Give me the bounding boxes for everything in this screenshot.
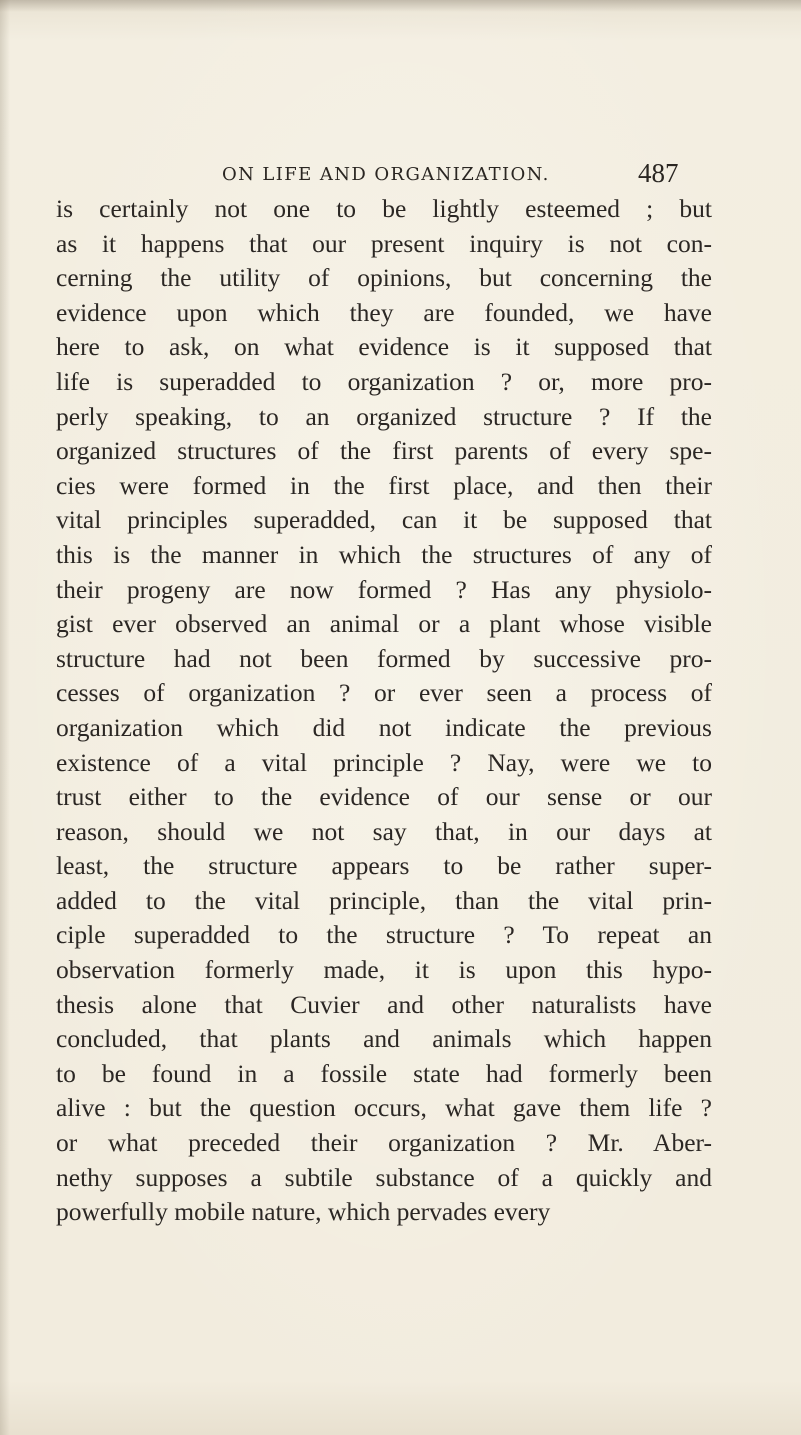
text-line: nethy supposes a subtile substance of a quickly and <box>56 1162 712 1192</box>
text-line: to be found in a fossile state had formerly been <box>56 1058 712 1088</box>
text-line: ciple superadded to the structure ? To repeat an <box>56 920 712 950</box>
text-line: life is superadded to organization ? or, more pro- <box>56 366 712 396</box>
text-line: organized structures of the first parents of every spe- <box>56 436 712 466</box>
text-line: reason, should we not say that, in our days at <box>56 816 712 846</box>
text-line: added to the vital principle, than the vital prin- <box>56 885 712 915</box>
text-line: cesses of organization ? or ever seen a process of <box>56 678 712 708</box>
left-edge-shadow <box>0 0 10 1435</box>
text-line: thesis alone that Cuvier and other naturalists have <box>56 989 712 1019</box>
text-line: gist ever observed an animal or a plant whose visible <box>56 609 712 639</box>
text-line: as it happens that our present inquiry is not con- <box>56 228 712 258</box>
text-line: organization which did not indicate the previous <box>56 712 712 742</box>
text-line: cies were formed in the first place, and then their <box>56 470 712 500</box>
text-line: observation formerly made, it is upon this hypo- <box>56 955 712 985</box>
text-line: alive : but the question occurs, what gave them life ? <box>56 1093 712 1123</box>
text-line: their progeny are now formed ? Has any physiolo- <box>56 574 712 604</box>
text-line: perly speaking, to an organized structure ? If the <box>56 401 712 431</box>
text-line: vital principles superadded, can it be supposed that <box>56 505 712 535</box>
text-line: structure had not been formed by successive pro- <box>56 643 712 673</box>
text-line: concluded, that plants and animals which happen <box>56 1024 712 1054</box>
text-line: powerfully mobile nature, which pervades every <box>56 1197 551 1227</box>
text-line: cerning the utility of opinions, but concerning the <box>56 263 712 293</box>
body-text <box>56 192 712 1230</box>
text-line: existence of a vital principle ? Nay, were we to <box>56 747 712 777</box>
running-head-title: ON LIFE AND ORGANIZATION. <box>222 164 550 185</box>
page-number: 487 <box>638 158 679 188</box>
text-line: trust either to the evidence of our sense or our <box>56 782 712 812</box>
top-edge-shadow <box>0 0 801 12</box>
text-line: least, the structure appears to be rather super- <box>56 851 712 881</box>
text-line: this is the manner in which the structures of any of <box>56 539 712 569</box>
text-line: here to ask, on what evidence is it supposed that <box>56 332 712 362</box>
text-line: evidence upon which they are founded, we have <box>56 297 712 327</box>
text-line: is certainly not one to be lightly esteemed ; but <box>56 194 712 223</box>
text-line: or what preceded their organization ? Mr. Aber- <box>56 1128 712 1158</box>
